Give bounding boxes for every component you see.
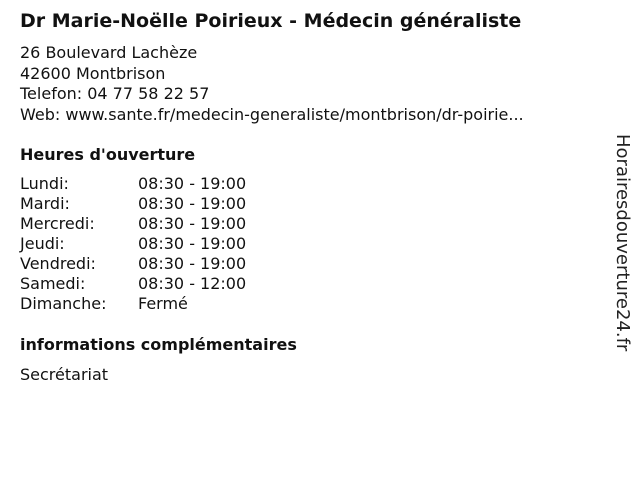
- day-label: Mercredi:: [20, 214, 95, 233]
- time-value: 08:30 - 19:00: [138, 214, 247, 233]
- hours-row-saturday: [20, 274, 350, 294]
- hours-row-wednesday: [20, 214, 350, 234]
- day-label: Dimanche:: [20, 294, 107, 313]
- day-label: Samedi:: [20, 274, 86, 293]
- time-value: 08:30 - 19:00: [138, 174, 247, 193]
- additional-info-text: Secrétariat: [20, 365, 109, 384]
- day-label: Lundi:: [20, 174, 69, 193]
- hours-row-friday: [20, 254, 350, 274]
- contact-block: [20, 43, 524, 125]
- opening-hours-heading: Heures d'ouverture: [20, 145, 196, 164]
- time-value: 08:30 - 19:00: [138, 254, 247, 273]
- website-link[interactable]: Web: www.sante.fr/medecin-generaliste/montbrison/dr-poirie...: [20, 104, 524, 124]
- city-address: 42600 Montbrison: [20, 63, 166, 83]
- time-value: 08:30 - 19:00: [138, 194, 247, 213]
- hours-row-monday: [20, 174, 350, 194]
- hours-row-sunday: [20, 294, 350, 314]
- opening-hours-table: [20, 174, 350, 314]
- time-value: 08:30 - 19:00: [138, 234, 247, 253]
- day-label: Jeudi:: [20, 234, 65, 253]
- hours-row-thursday: [20, 234, 350, 254]
- day-label: Vendredi:: [20, 254, 96, 273]
- time-value: 08:30 - 12:00: [138, 274, 247, 293]
- additional-info-heading: informations complémentaires: [20, 335, 297, 354]
- street-address: 26 Boulevard Lachèze: [20, 43, 198, 62]
- phone-number: Telefon: 04 77 58 22 57: [20, 84, 210, 103]
- site-watermark: Horairesdouverture24.fr: [612, 134, 633, 352]
- time-value: Fermé: [138, 294, 188, 313]
- page-title: Dr Marie-Noëlle Poirieux - Médecin généraliste: [20, 10, 522, 32]
- hours-row-tuesday: [20, 194, 350, 214]
- day-label: Mardi:: [20, 194, 70, 213]
